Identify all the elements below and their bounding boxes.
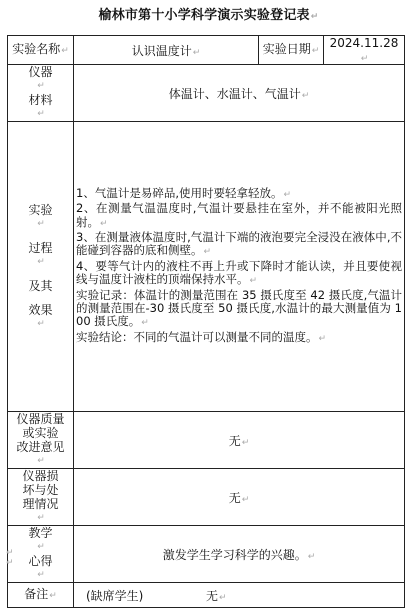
document-title-text: 榆林市第十小学科学演示实验登记表 (98, 8, 310, 23)
paragraph-mark-footer: ↵ (6, 548, 14, 558)
value-remarks: (缺席学生) 无↵ (74, 583, 405, 608)
value-experiment-name: 认识温度计↵ (74, 36, 259, 65)
label-materials: 仪器 ↵ 材料 ↵ (8, 65, 74, 122)
registration-table (7, 35, 405, 608)
row-materials (8, 65, 405, 122)
process-step-2: 2、在测量气温温度时,气温计要悬挂在室外，并不能被阳光照射。↵ (76, 201, 402, 229)
value-materials: 体温计、水温计、气温计↵ (74, 65, 405, 122)
value-process (74, 122, 405, 412)
label-remarks: 备注↵ (8, 583, 74, 608)
document-title (0, 4, 417, 23)
label-reflection: 教学 ↵ 心得 ↵ (8, 526, 74, 583)
row-damage (8, 469, 405, 526)
row-process (8, 122, 405, 412)
remarks-value: 无 (206, 588, 219, 603)
value-reflection: 激发学生学习科学的兴趣。↵ (74, 526, 405, 583)
value-quality: 无↵ (74, 412, 405, 469)
process-step-3: 3、在测量液体温度时,气温计下端的液泡要完全浸没在液体中,不能碰到容器的底和侧壁。↵ (76, 229, 402, 258)
label-experiment-date: 实验日期↵ (259, 36, 324, 65)
label-damage: 仪器损 坏与处 理情况 ↵ (8, 469, 74, 526)
process-step-1: 1、气温计是易碎品,使用时要轻拿轻放。↵ (76, 185, 292, 200)
label-process: 实验 ↵ 过程 ↵ 及其 效果 ↵ (8, 122, 74, 412)
row-quality (8, 412, 405, 469)
process-record: 实验记录：体温计的测量范围在 35 摄氏度至 42 摄氏度,气温计的测量范围在-30 摄氏度至 50 摄氏度,水温计的最大测量值为 100 摄氏度。↵ (76, 287, 402, 329)
label-quality: 仪器质量 或实验 改进意见 ↵ (8, 412, 74, 469)
value-damage: 无↵ (74, 469, 405, 526)
label-experiment-name: 实验名称↵ (8, 36, 74, 65)
process-step-4: 4、要等气计内的液柱不再上升或下降时才能认读，并且要使视线与温度计液柱的顶端保持水平。↵ (76, 258, 402, 287)
paragraph-mark-footer-2: ↵ (6, 558, 14, 568)
remarks-absent-label: (缺席学生) (86, 588, 144, 603)
row-remarks (8, 583, 405, 608)
paragraph-mark: ↵ (310, 12, 319, 22)
row-reflection (8, 526, 405, 583)
row-experiment-name (8, 36, 405, 65)
process-conclusion: 实验结论：不同的气温计可以测量不同的温度。↵ (76, 329, 327, 344)
value-experiment-date: 2024.11.28↵ (324, 36, 405, 65)
